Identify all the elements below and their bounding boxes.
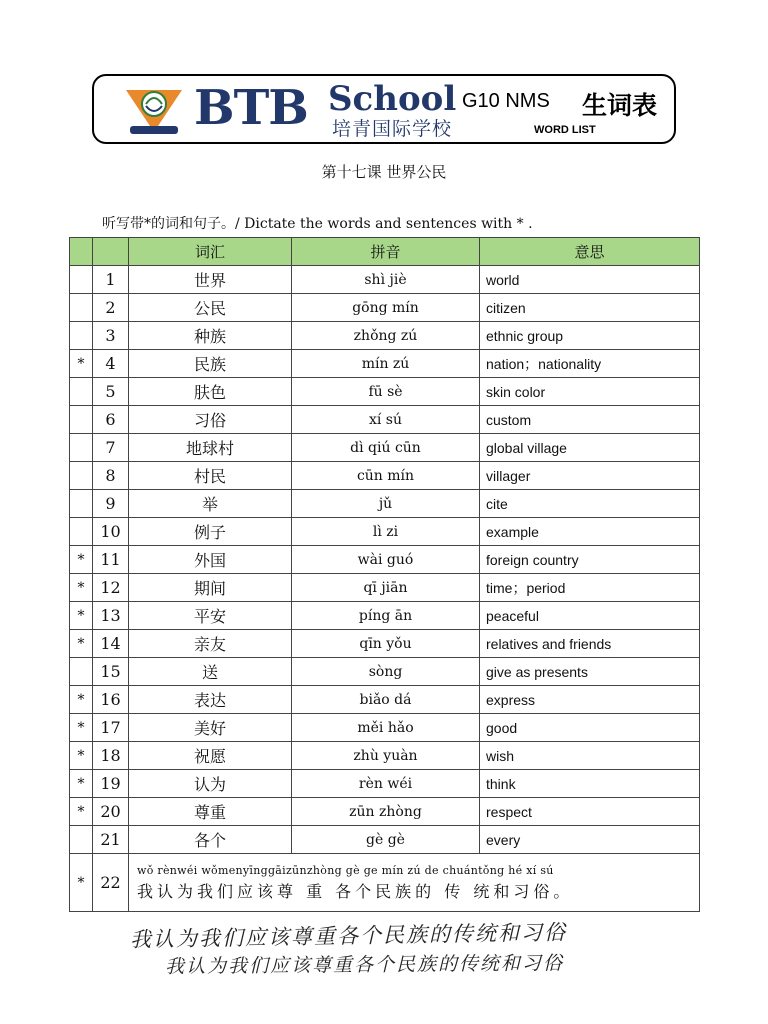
logo-school-text: School: [328, 79, 457, 119]
row-meaning: express: [480, 686, 700, 714]
row-number: 12: [93, 574, 129, 602]
row-star-marker: [70, 434, 93, 462]
row-pinyin: biǎo dá: [292, 686, 480, 714]
row-meaning: good: [480, 714, 700, 742]
row-meaning: respect: [480, 798, 700, 826]
row-number: 3: [93, 322, 129, 350]
header-pinyin-col: 拼音: [292, 238, 480, 266]
row-word: 表达: [129, 686, 292, 714]
row-pinyin: qī jiān: [292, 574, 480, 602]
row-meaning: ethnic group: [480, 322, 700, 350]
row-word: 村民: [129, 462, 292, 490]
row-meaning: relatives and friends: [480, 630, 700, 658]
table-row: [70, 266, 700, 294]
sentence-row: [70, 854, 700, 912]
row-meaning: cite: [480, 490, 700, 518]
table-row: [70, 518, 700, 546]
table-row: [70, 322, 700, 350]
row-star-marker: [70, 378, 93, 406]
row-word: 种族: [129, 322, 292, 350]
handwritten-sentence-2: 我认为我们应该尊重各个民族的传统和习俗: [164, 952, 565, 978]
table-row: [70, 826, 700, 854]
row-pinyin: zhù yuàn: [292, 742, 480, 770]
row-star-marker: [70, 518, 93, 546]
header-num-col: [93, 238, 129, 266]
row-word: 美好: [129, 714, 292, 742]
row-pinyin: gè gè: [292, 826, 480, 854]
row-word: 尊重: [129, 798, 292, 826]
row-meaning: every: [480, 826, 700, 854]
row-number: 1: [93, 266, 129, 294]
table-header-row: [70, 238, 700, 266]
row-word: 送: [129, 658, 292, 686]
row-word: 世界: [129, 266, 292, 294]
row-star-marker: *: [70, 546, 93, 574]
table-row: [70, 462, 700, 490]
row-number: 18: [93, 742, 129, 770]
row-meaning: skin color: [480, 378, 700, 406]
row-word: 习俗: [129, 406, 292, 434]
row-number: 20: [93, 798, 129, 826]
row-number: 22: [93, 854, 129, 912]
row-star-marker: [70, 322, 93, 350]
row-number: 13: [93, 602, 129, 630]
row-number: 19: [93, 770, 129, 798]
row-meaning: time；period: [480, 574, 700, 602]
row-word: 公民: [129, 294, 292, 322]
table-row: [70, 714, 700, 742]
row-pinyin: shì jiè: [292, 266, 480, 294]
table-row: [70, 770, 700, 798]
table-row: [70, 378, 700, 406]
row-number: 6: [93, 406, 129, 434]
row-star-marker: [70, 490, 93, 518]
row-number: 7: [93, 434, 129, 462]
vocabulary-title: 生词表: [582, 91, 658, 120]
row-star-marker: *: [70, 714, 93, 742]
word-list-subtitle: WORD LIST: [534, 124, 596, 136]
row-pinyin: píng ān: [292, 602, 480, 630]
row-number: 4: [93, 350, 129, 378]
row-pinyin: qīn yǒu: [292, 630, 480, 658]
table-row: [70, 434, 700, 462]
course-code: G10 NMS: [462, 90, 550, 112]
row-word: 外国: [129, 546, 292, 574]
row-number: 15: [93, 658, 129, 686]
dictation-instruction: 听写带*的词和句子。/ Dictate the words and sentences with * .: [102, 216, 533, 232]
row-word: 举: [129, 490, 292, 518]
school-emblem-icon: [122, 82, 186, 138]
row-number: 2: [93, 294, 129, 322]
row-word: 期间: [129, 574, 292, 602]
row-star-marker: *: [70, 798, 93, 826]
row-pinyin: xí sú: [292, 406, 480, 434]
table-row: [70, 602, 700, 630]
logo-btb-text: BTB: [194, 80, 308, 136]
row-star-marker: *: [70, 574, 93, 602]
logo-chinese-text: 培青国际学校: [332, 118, 453, 140]
row-number: 14: [93, 630, 129, 658]
row-star-marker: [70, 406, 93, 434]
row-word: 平安: [129, 602, 292, 630]
row-pinyin: jǔ: [292, 490, 480, 518]
row-word: 民族: [129, 350, 292, 378]
table-row: [70, 490, 700, 518]
row-number: 11: [93, 546, 129, 574]
row-pinyin: fū sè: [292, 378, 480, 406]
row-pinyin: lì zi: [292, 518, 480, 546]
row-star-marker: [70, 826, 93, 854]
row-meaning: nation；nationality: [480, 350, 700, 378]
table-row: [70, 658, 700, 686]
row-pinyin: cūn mín: [292, 462, 480, 490]
table-row: [70, 798, 700, 826]
row-pinyin: sòng: [292, 658, 480, 686]
row-pinyin: zhǒng zú: [292, 322, 480, 350]
row-meaning: foreign country: [480, 546, 700, 574]
row-star-marker: *: [70, 742, 93, 770]
row-star-marker: *: [70, 602, 93, 630]
row-pinyin: gōng mín: [292, 294, 480, 322]
row-word: 亲友: [129, 630, 292, 658]
row-number: 8: [93, 462, 129, 490]
table-row: [70, 294, 700, 322]
row-number: 17: [93, 714, 129, 742]
row-star-marker: *: [70, 854, 93, 912]
sentence-pinyin: wǒ rènwéi wǒmenyīnggāizūnzhòng gè ge mín zú de chuántǒng hé xí sú: [137, 863, 554, 877]
row-pinyin: dì qiú cūn: [292, 434, 480, 462]
row-word: 祝愿: [129, 742, 292, 770]
table-row: [70, 574, 700, 602]
row-star-marker: [70, 294, 93, 322]
handwritten-sentence-1: 我认为我们应该尊重各个民族的传统和习俗: [129, 920, 568, 952]
row-star-marker: *: [70, 770, 93, 798]
row-pinyin: rèn wéi: [292, 770, 480, 798]
table-row: [70, 350, 700, 378]
row-word: 地球村: [129, 434, 292, 462]
lesson-title: 第十七课 世界公民: [321, 163, 447, 181]
sentence-cell: [129, 854, 700, 912]
row-meaning: give as presents: [480, 658, 700, 686]
header-word-col: 词汇: [129, 238, 292, 266]
header-banner: [92, 74, 676, 144]
row-star-marker: *: [70, 686, 93, 714]
row-number: 9: [93, 490, 129, 518]
row-star-marker: [70, 266, 93, 294]
row-meaning: peaceful: [480, 602, 700, 630]
header-meaning-col: 意思: [480, 238, 700, 266]
row-pinyin: mín zú: [292, 350, 480, 378]
header-star-col: [70, 238, 93, 266]
row-star-marker: [70, 462, 93, 490]
row-number: 10: [93, 518, 129, 546]
table-row: [70, 406, 700, 434]
table-row: [70, 686, 700, 714]
row-number: 5: [93, 378, 129, 406]
table-row: [70, 742, 700, 770]
row-star-marker: [70, 658, 93, 686]
row-star-marker: *: [70, 350, 93, 378]
row-meaning: wish: [480, 742, 700, 770]
row-word: 各个: [129, 826, 292, 854]
table-row: [70, 630, 700, 658]
row-pinyin: wài guó: [292, 546, 480, 574]
row-number: 16: [93, 686, 129, 714]
row-word: 肤色: [129, 378, 292, 406]
row-meaning: example: [480, 518, 700, 546]
row-word: 例子: [129, 518, 292, 546]
row-meaning: custom: [480, 406, 700, 434]
row-meaning: global village: [480, 434, 700, 462]
vocabulary-table: [69, 237, 700, 912]
row-meaning: villager: [480, 462, 700, 490]
row-star-marker: *: [70, 630, 93, 658]
row-meaning: world: [480, 266, 700, 294]
sentence-chinese: 我认为我们应该尊 重 各个民族的 传 统和习俗。: [137, 881, 574, 901]
table-row: [70, 546, 700, 574]
row-meaning: think: [480, 770, 700, 798]
row-meaning: citizen: [480, 294, 700, 322]
row-pinyin: měi hǎo: [292, 714, 480, 742]
row-pinyin: zūn zhòng: [292, 798, 480, 826]
row-word: 认为: [129, 770, 292, 798]
row-number: 21: [93, 826, 129, 854]
